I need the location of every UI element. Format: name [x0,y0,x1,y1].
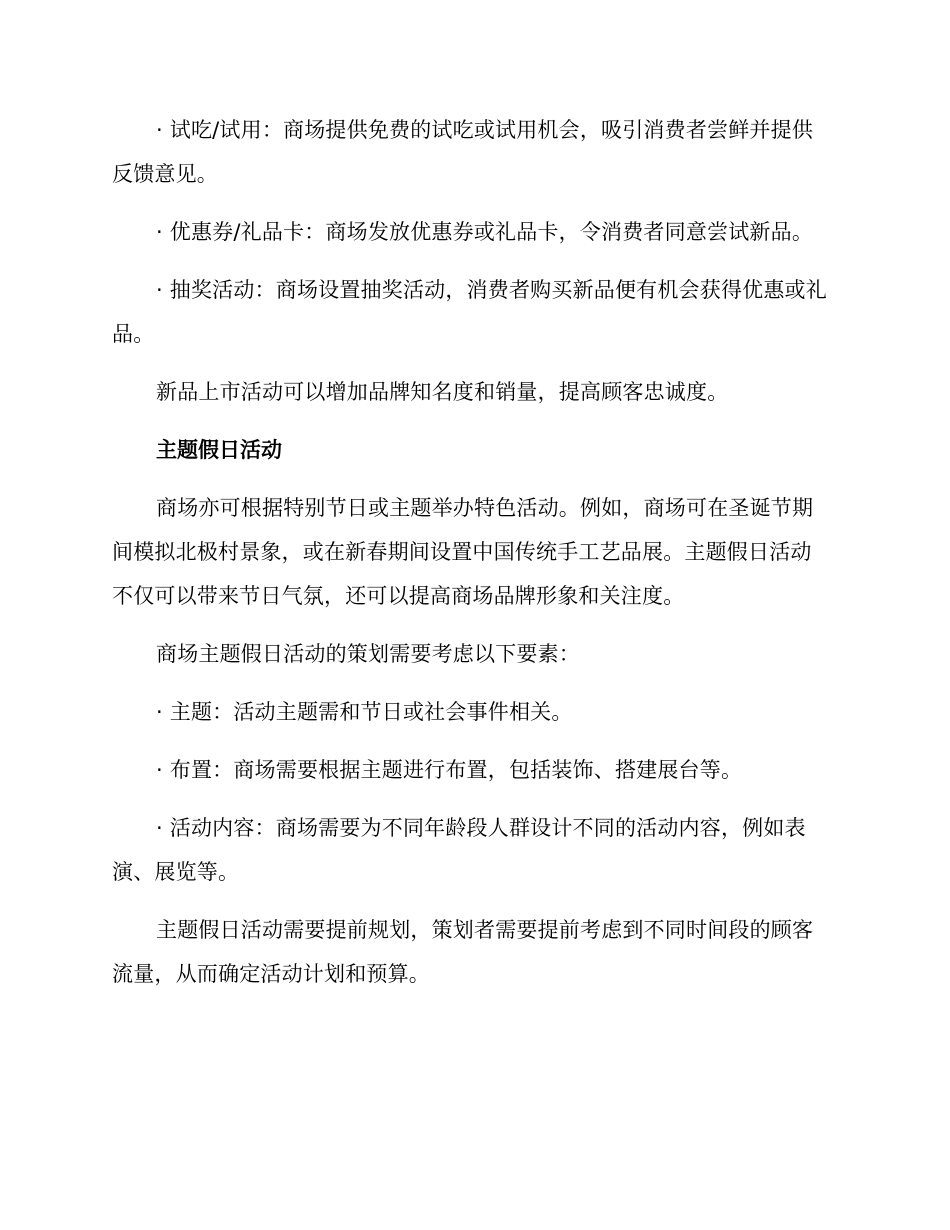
closing-paragraph: 主题假日活动需要提前规划，策划者需要提前考虑到不同时间段的顾客流量，从而确定活动计划和预算。 [112,918,814,986]
bullet-trial: · 试吃/试用：商场提供免费的试吃或试用机会，吸引消费者尝鲜并提供反馈意见。 [112,118,814,186]
bullet-lottery: · 抽奖活动：商场设置抽奖活动，消费者购买新品便有机会获得优惠或礼品。 [112,278,827,346]
bullet-coupon: · 优惠券/礼品卡：商场发放优惠券或礼品卡，令消费者同意尝试新品。 [156,220,814,244]
elements-lead-paragraph: 商场主题假日活动的策划需要考虑以下要素： [156,642,580,666]
summary-paragraph: 新品上市活动可以增加品牌知名度和销量，提高顾客忠诚度。 [156,380,729,404]
section-heading: 主题假日活动 [156,438,282,462]
document-page [112,108,832,1010]
bullet-layout: · 布置：商场需要根据主题进行布置，包括装饰、搭建展台等。 [156,758,743,782]
intro-paragraph: 商场亦可根据特别节日或主题举办特色活动。例如，商场可在圣诞节期间模拟北极村景象，或在新春期间设置中国传统手工艺品展。主题假日活动不仅可以带来节日气氛，还可以提高商场品牌形象和关注度。 [112,496,814,608]
bullet-content: · 活动内容：商场需要为不同年龄段人群设计不同的活动内容，例如表演、展览等。 [112,816,806,884]
bullet-theme: · 主题：活动主题需和节日或社会事件相关。 [156,700,573,724]
